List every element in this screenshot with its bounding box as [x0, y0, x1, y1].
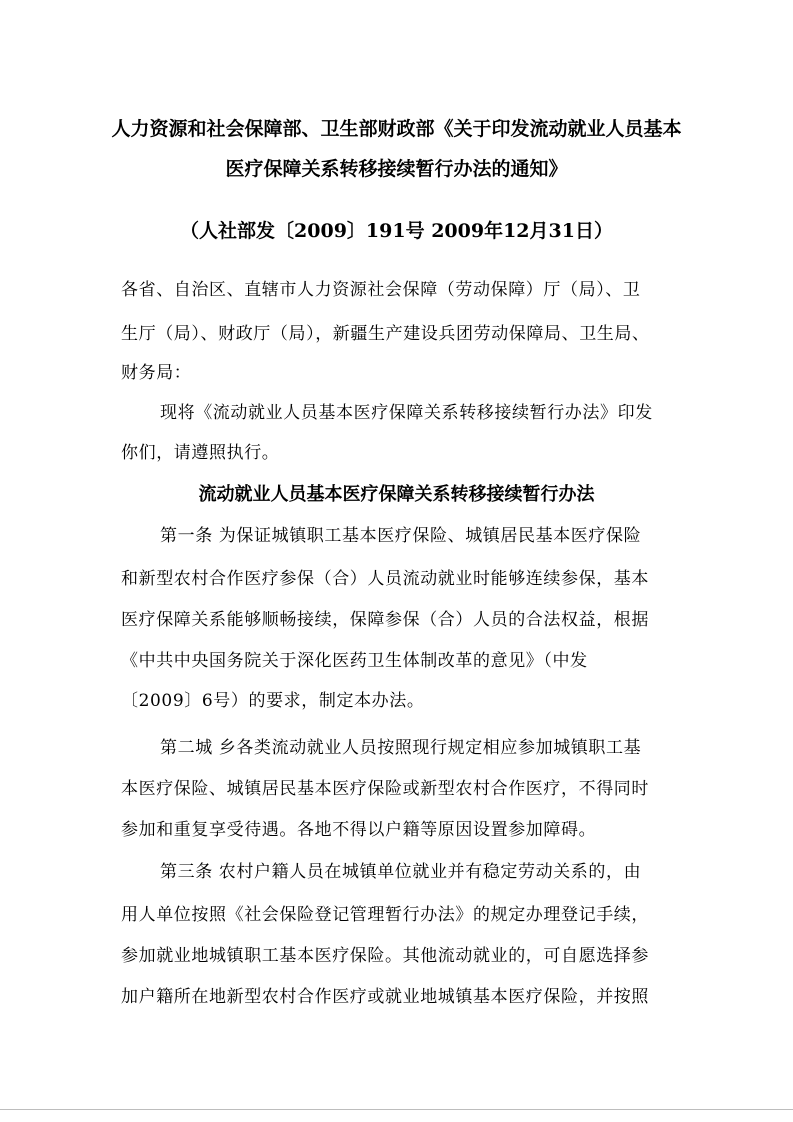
article-3-line: 加户籍所在地新型农村合作医疗或就业地城镇基本医疗保险，并按照 [121, 987, 649, 1007]
article-3-line: 第三条 农村户籍人员在城镇单位就业并有稳定劳动关系的，由 [160, 862, 642, 882]
article-1-line: 第一条 为保证城镇职工基本医疗保险、城镇居民基本医疗保险 [160, 526, 642, 546]
article-3-line: 用人单位按照《社会保险登记管理暂行办法》的规定办理登记手续， [121, 905, 649, 925]
intro-line: 你们，请遵照执行。 [121, 443, 280, 463]
section-title: 流动就业人员基本医疗保障关系转移接续暂行办法 [198, 484, 595, 505]
intro-line: 现将《流动就业人员基本医疗保障关系转移接续暂行办法》印发 [160, 403, 653, 423]
addressee-line: 生厅（局）、财政厅（局），新疆生产建设兵团劳动保障局、卫生局、 [121, 324, 650, 344]
article-1-line: 《中共中央国务院关于深化医药卫生体制改革的意见》（中发 [121, 651, 588, 671]
document-title-line-2: 医疗保障关系转移接续暂行办法的通知》 [225, 158, 568, 180]
article-2-line: 本医疗保险、城镇居民基本医疗保险或新型农村合作医疗，不得同时 [121, 779, 649, 799]
document-title-line-1: 人力资源和社会保障部、卫生部财政部《关于印发流动就业人员基本 [111, 118, 682, 140]
document-number: （人社部发〔2009〕191号 2009年12月31日） [180, 220, 613, 242]
article-1-line: 〔2009〕6号）的要求，制定本办法。 [121, 691, 425, 711]
article-3-line: 参加就业地城镇职工基本医疗保险。其他流动就业的，可自愿选择参 [121, 946, 649, 966]
article-1-line: 和新型农村合作医疗参保（合）人员流动就业时能够连续参保，基本 [121, 569, 649, 589]
page-bottom-divider [0, 1109, 793, 1110]
article-1-line: 医疗保障关系能够顺畅接续，保障参保（合）人员的合法权益，根据 [121, 610, 649, 630]
article-2-line: 参加和重复享受待遇。各地不得以户籍等原因设置参加障碍。 [121, 820, 597, 840]
article-2-line: 第二城 乡各类流动就业人员按照现行规定相应参加城镇职工基 [160, 738, 642, 758]
addressee-line: 财务局： [121, 363, 192, 383]
addressee-line: 各省、自治区、直辖市人力资源社会保障（劳动保障）厅（局）、卫 [121, 280, 641, 300]
